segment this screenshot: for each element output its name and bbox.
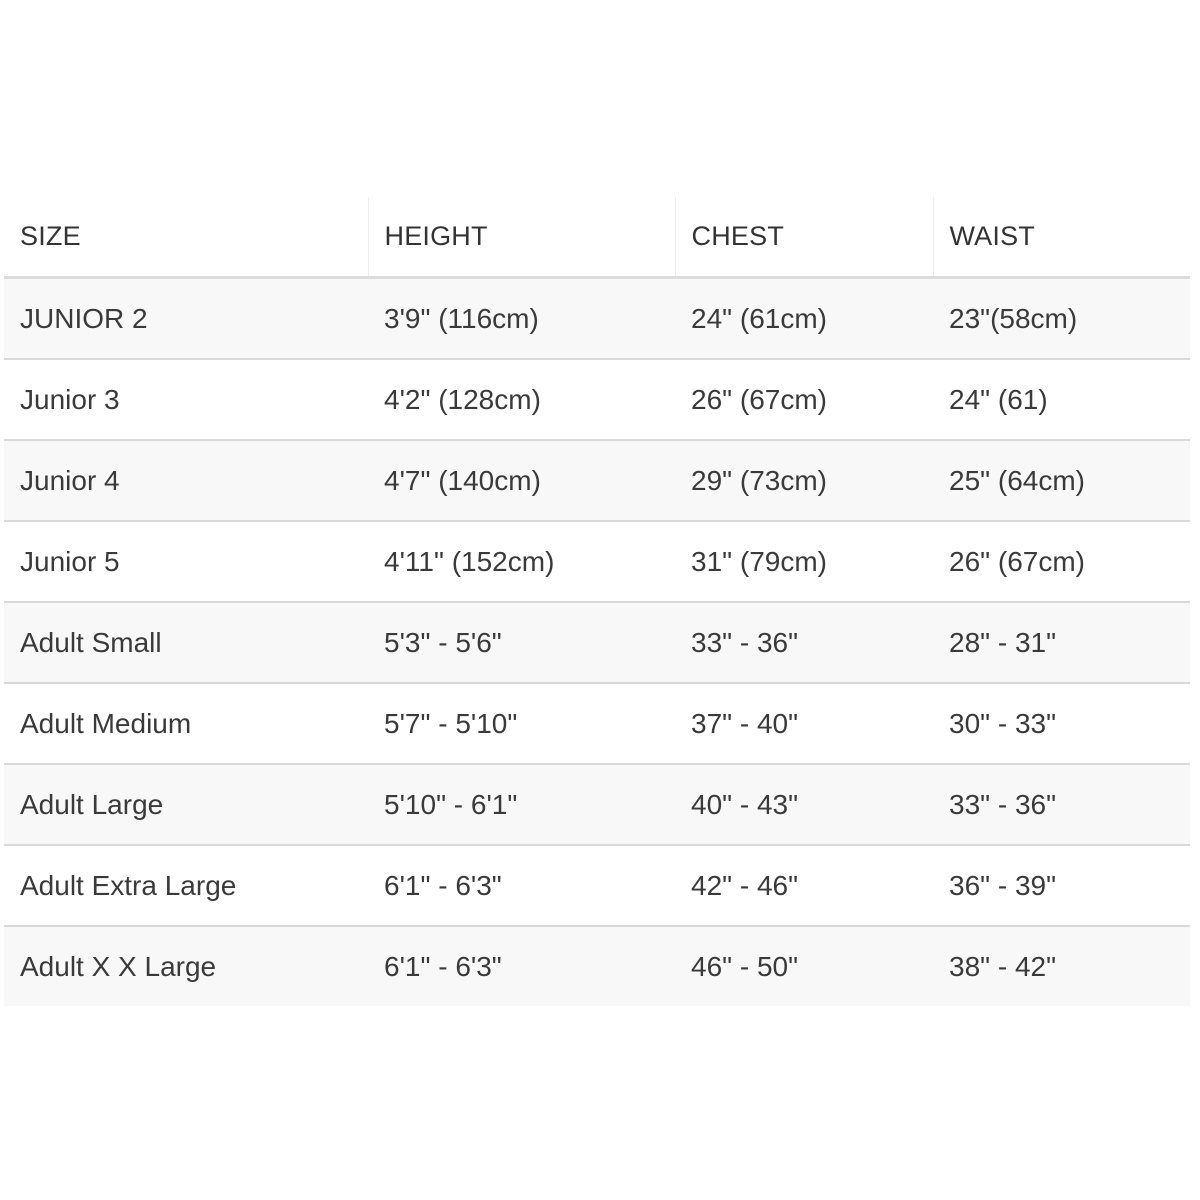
size-cell: Adult Large [4,764,368,845]
height-cell: 6'1" - 6'3" [368,845,675,926]
waist-cell: 28" - 31" [933,602,1190,683]
waist-cell: 24" (61) [933,359,1190,440]
table-row [4,764,1190,845]
size-chart-table [4,197,1190,1006]
waist-cell: 30" - 33" [933,683,1190,764]
chest-cell: 37" - 40" [675,683,933,764]
size-cell: Adult X X Large [4,926,368,1006]
size-cell: Adult Small [4,602,368,683]
chest-cell: 24" (61cm) [675,278,933,360]
size-cell: Junior 4 [4,440,368,521]
height-cell: 3'9" (116cm) [368,278,675,360]
table-row [4,602,1190,683]
waist-cell: 25" (64cm) [933,440,1190,521]
chest-cell: 42" - 46" [675,845,933,926]
waist-cell: 26" (67cm) [933,521,1190,602]
height-cell: 5'10" - 6'1" [368,764,675,845]
table-row [4,521,1190,602]
column-header-height: HEIGHT [368,197,675,278]
height-cell: 4'11" (152cm) [368,521,675,602]
waist-cell: 36" - 39" [933,845,1190,926]
height-cell: 5'3" - 5'6" [368,602,675,683]
table-row [4,845,1190,926]
table-row [4,440,1190,521]
height-cell: 4'7" (140cm) [368,440,675,521]
chest-cell: 31" (79cm) [675,521,933,602]
table-row [4,359,1190,440]
waist-cell: 23"(58cm) [933,278,1190,360]
chest-cell: 33" - 36" [675,602,933,683]
table-row [4,926,1190,1006]
chest-cell: 40" - 43" [675,764,933,845]
height-cell: 4'2" (128cm) [368,359,675,440]
size-cell: Junior 5 [4,521,368,602]
table-header-row [4,197,1190,278]
column-header-size: SIZE [4,197,368,278]
waist-cell: 33" - 36" [933,764,1190,845]
table-row [4,278,1190,360]
height-cell: 6'1" - 6'3" [368,926,675,1006]
size-cell: Junior 3 [4,359,368,440]
size-cell: Adult Extra Large [4,845,368,926]
chest-cell: 46" - 50" [675,926,933,1006]
chest-cell: 29" (73cm) [675,440,933,521]
table-row [4,683,1190,764]
column-header-chest: CHEST [675,197,933,278]
column-header-waist: WAIST [933,197,1190,278]
height-cell: 5'7" - 5'10" [368,683,675,764]
size-cell: JUNIOR 2 [4,278,368,360]
size-cell: Adult Medium [4,683,368,764]
waist-cell: 38" - 42" [933,926,1190,1006]
chest-cell: 26" (67cm) [675,359,933,440]
